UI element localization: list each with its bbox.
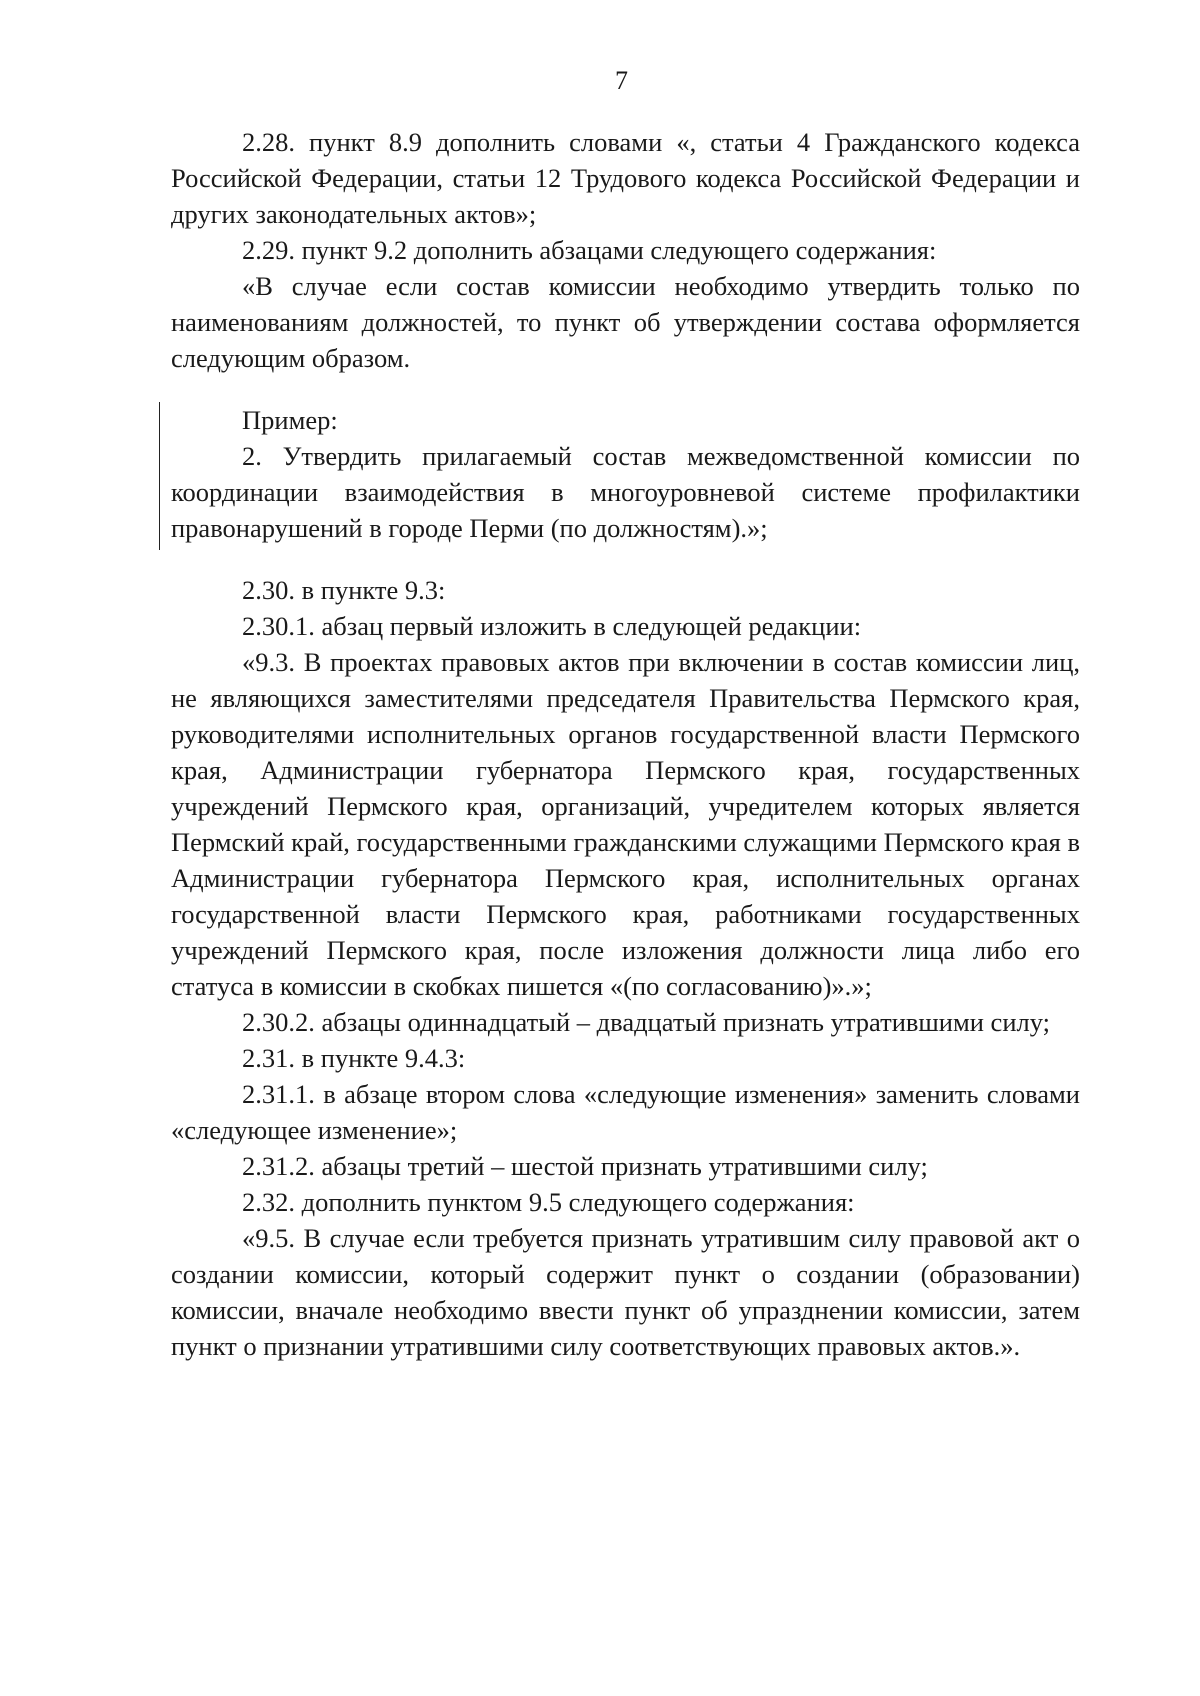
paragraph-2-31: 2.31. в пункте 9.4.3: <box>242 1043 466 1073</box>
paragraph-2-29: 2.29. пункт 9.2 дополнить абзацами следующего содержания: <box>242 235 937 265</box>
paragraph-example-text: 2. Утвердить прилагаемый состав межведомственной комиссии по координации взаимодействия в многоуровневой системе профилактики правонарушений в городе Перми (по должностям).»; <box>171 441 1080 543</box>
margin-change-bar <box>159 402 160 550</box>
paragraph-2-31-1: 2.31.1. в абзаце втором слова «следующие изменения» заменить словами «следующее изменение»; <box>171 1079 1080 1145</box>
paragraph-2-29-quote: «В случае если состав комиссии необходимо утвердить только по наименованиям должностей, то пункт об утверждении состава оформляется следующим образом. <box>171 271 1080 373</box>
paragraph-2-31-2: 2.31.2. абзацы третий – шестой признать утратившими силу; <box>242 1151 928 1181</box>
paragraph-9-3-quote: «9.3. В проектах правовых актов при включении в состав комиссии лиц, не являющихся заместителями председателя Правительства Пермского края, руководителями исполнительных органов государственной власти Пермского края, Администрации губернатора Пермского края, государственных учреждений Пермского края, организаций, учредителем которых является Пермский край, государственными гражданскими служащими Пермского края в Администрации губернатора Пермского края, исполнительных органах государственной власти Пермского края, работниками государственных учреждений Пермского края, после изложения должности лица либо его статуса в комиссии в скобках пишется «(по согласованию)».»; <box>171 647 1080 1001</box>
paragraph-2-28: 2.28. пункт 8.9 дополнить словами «, статьи 4 Гражданского кодекса Российской Федерации, статьи 12 Трудового кодекса Российской Федерации и других законодательных актов»; <box>171 127 1080 229</box>
paragraph-9-5-quote: «9.5. В случае если требуется признать утратившим силу правовой акт о создании комиссии, который содержит пункт о создании (образовании) комиссии, вначале необходимо ввести пункт об упразднении комиссии, затем пункт о признании утратившими силу соответствующих правовых актов.». <box>171 1223 1080 1361</box>
page-number: 7 <box>615 66 628 95</box>
paragraph-example-label: Пример: <box>242 405 338 435</box>
paragraph-2-30-2: 2.30.2. абзацы одиннадцатый – двадцатый признать утратившими силу; <box>242 1007 1050 1037</box>
paragraph-2-30-1: 2.30.1. абзац первый изложить в следующей редакции: <box>242 611 862 641</box>
paragraph-2-32: 2.32. дополнить пунктом 9.5 следующего содержания: <box>242 1187 855 1217</box>
document-body <box>171 124 1080 1364</box>
paragraph-2-30: 2.30. в пункте 9.3: <box>242 575 446 605</box>
